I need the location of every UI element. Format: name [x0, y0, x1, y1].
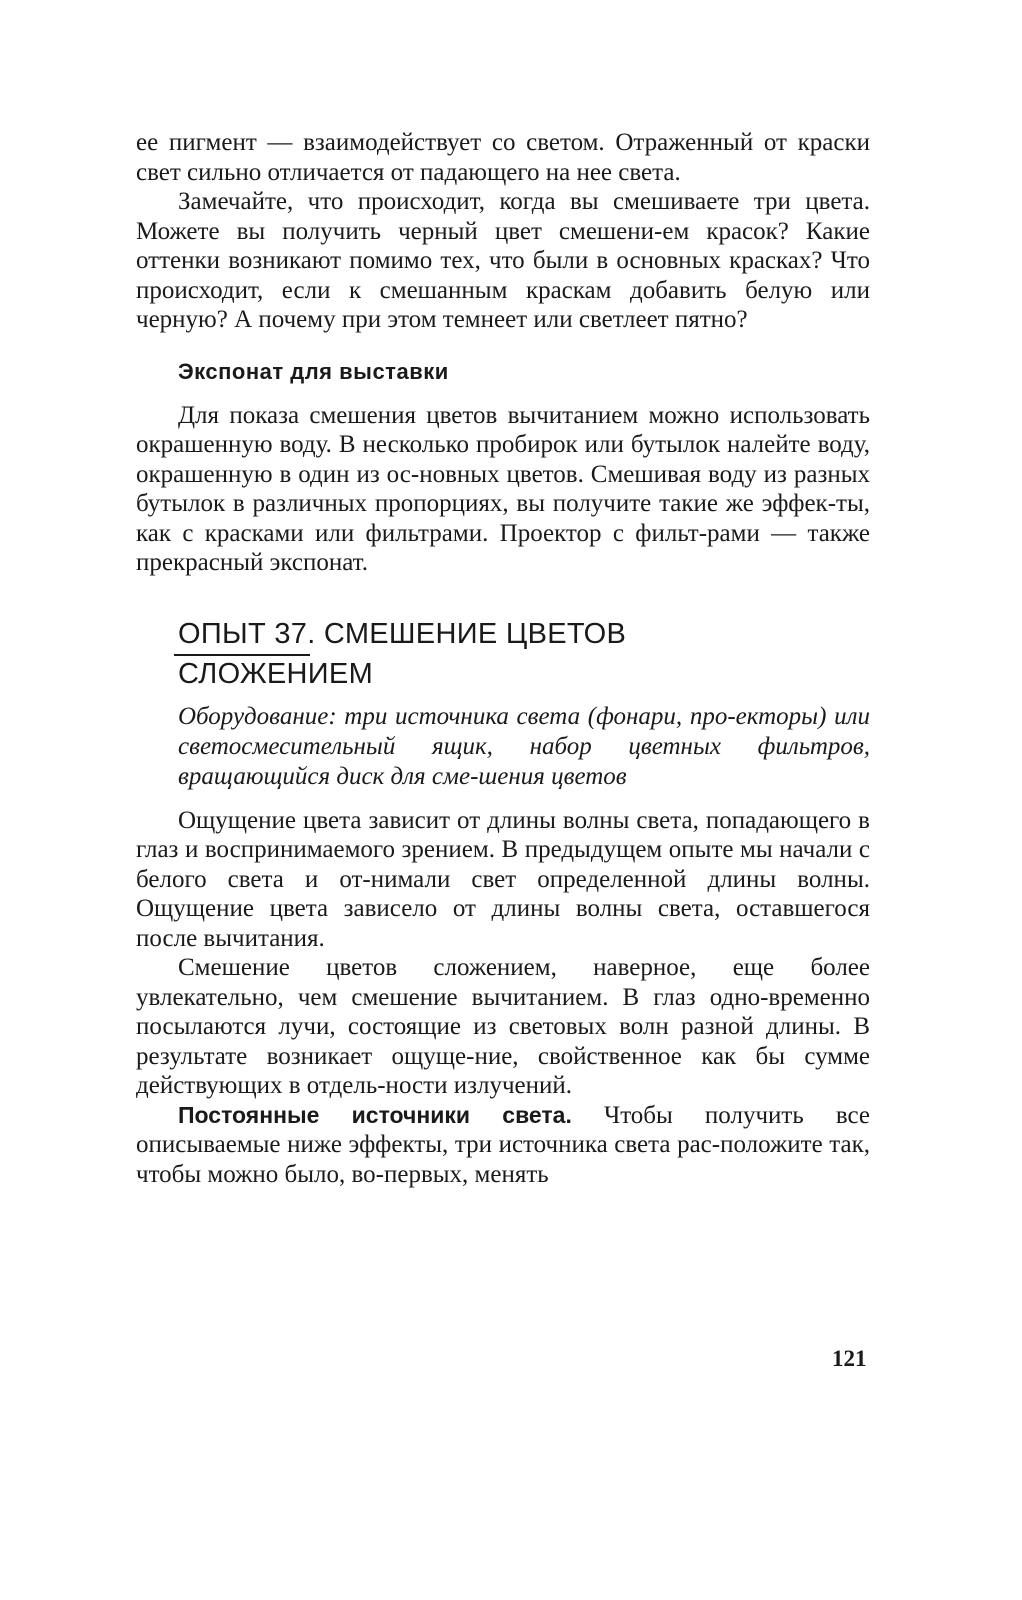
paragraph-light-sources-text: Чтобы получить все описываемые ниже эффекты, три источника света рас-положите так, чтобы можно было, во-первых, менять	[136, 1101, 870, 1188]
paragraph-light-sources	[136, 1101, 870, 1190]
run-in-heading: Постоянные источники света.	[178, 1101, 572, 1128]
experiment-title	[178, 614, 870, 694]
page-content	[136, 128, 870, 1189]
paragraph-pigment: ее пигмент — взаимодействует со светом. Отраженный от краски свет сильно отличается от падающего на нее света.	[136, 129, 870, 186]
equipment-list: Оборудование: три источника света (фонари, про-екторы) или светосмесительный ящик, набор цветных фильтров, вращающийся диск для сме-шения цветов	[178, 702, 870, 790]
paragraph-exhibit: Для показа смешения цветов вычитанием можно использовать окрашенную воду. В несколько пробирок или бутылок налейте воду, окрашенную в один из ос-новных цветов. Смешивая воду из разных бутылок в различных пропорциях, вы получите такие же эффек-ты, как с красками или фильтрами. Проектор с фильт-рами — также прекрасный экспонат.	[136, 401, 870, 576]
paragraph-observe-mixing: Замечайте, что происходит, когда вы смешиваете три цвета. Можете вы получить черный цвет смешени-ем красок? Какие оттенки возникают помимо тех, что были в основных красках? Что происходит, если к смешанным краскам добавить белую или черную? А почему при этом темнеет или светлеет пятно?	[136, 188, 870, 333]
paragraph-color-sensation: Ощущение цвета зависит от длины волны света, попадающего в глаз и воспринимаемого зрением. В предыдущем опыте мы начали с белого света и от-нимали свет определенной длины волны. Ощущение цвета зависело от длины волны света, оставшегося после вычитания.	[136, 806, 870, 952]
experiment-title-line1: ОПЫТ 37. СМЕШЕНИЕ ЦВЕТОВ	[178, 617, 627, 650]
paragraph-additive-mixing: Смешение цветов сложением, наверное, еще более увлекательно, чем смешение вычитанием. В глаз одно-временно посылаются лучи, состоящие из световых волн разной длины. В результате возникает ощуще-ние, свойственное как бы сумме действующих в отдель-ности излучений.	[136, 954, 870, 1099]
page-number: 121	[832, 1346, 867, 1371]
title-underline	[174, 654, 310, 656]
section-heading-exhibit: Экспонат для выставки	[178, 358, 449, 384]
experiment-title-line2: СЛОЖЕНИЕМ	[178, 657, 374, 690]
